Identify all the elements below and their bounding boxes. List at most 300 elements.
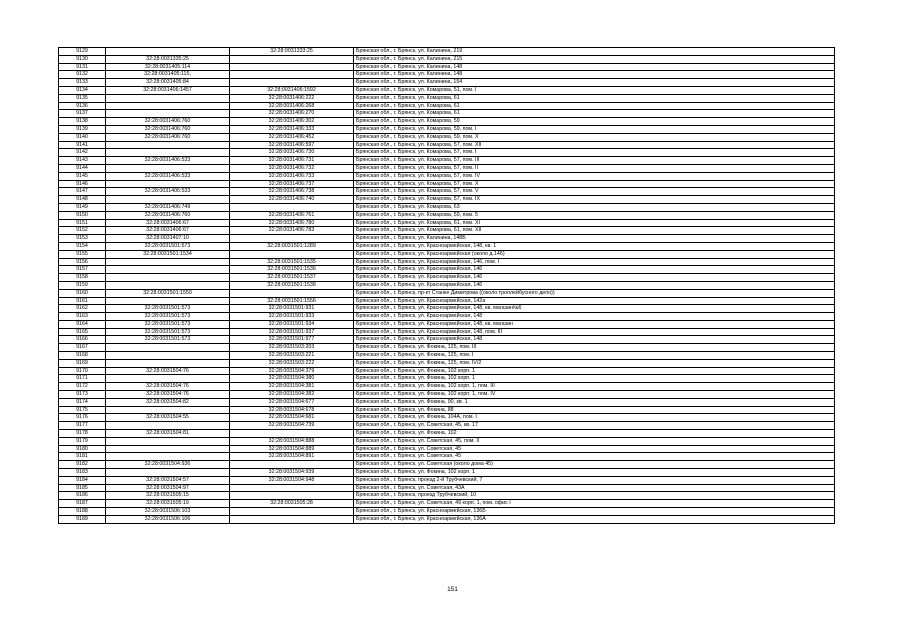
address-cell: Брянская обл., г. Брянск, ул. Фокина, 125, пом. IV/2 [354, 359, 835, 367]
parcel-number-cell [106, 196, 230, 204]
table-row [59, 157, 835, 165]
parcel-number-cell: 32:28:0031406:67 [106, 219, 230, 227]
address-cell: Брянская обл., г. Брянск, ул. Фокина, 102 корп. 1, пом. IV [354, 391, 835, 399]
address-cell: Брянская обл., г. Брянск, ул. Красноармейская, 148 [354, 336, 835, 344]
object-number-cell: 32:28:0031406:738 [230, 188, 354, 196]
parcel-number-cell: 32:28:0031506:103 [106, 508, 230, 516]
object-number-cell [230, 203, 354, 211]
parcel-number-cell: 32:28:0031501:573 [106, 305, 230, 313]
record-number-cell: 9177 [59, 422, 106, 430]
object-number-cell: 32:28:0031406:270 [230, 110, 354, 118]
object-number-cell [230, 484, 354, 492]
address-cell: Брянская обл., г. Брянск, ул. Красноармейская, 148, кв. магазин№6 [354, 305, 835, 313]
record-number-cell: 9175 [59, 406, 106, 414]
record-number-cell: 9179 [59, 437, 106, 445]
address-cell: Брянская обл., г. Брянск, ул. Красноармейская, 148, кв. магазин [354, 320, 835, 328]
object-number-cell [230, 508, 354, 516]
parcel-number-cell: 32:28:0031504:97 [106, 484, 230, 492]
parcel-number-cell: 32:28:0031406:533 [106, 172, 230, 180]
object-number-cell: 32:28:0031504:380 [230, 375, 354, 383]
parcel-number-cell [106, 141, 230, 149]
table-row [59, 484, 835, 492]
object-number-cell [230, 492, 354, 500]
cadastral-table [58, 47, 835, 524]
address-cell: Брянская обл., г. Брянск, ул. Красноармейская, 148 [354, 313, 835, 321]
table-row [59, 125, 835, 133]
table-row [59, 242, 835, 250]
parcel-number-cell: 32:28:0031504:55 [106, 414, 230, 422]
record-number-cell: 9144 [59, 164, 106, 172]
parcel-number-cell: 32:28:0031501:1550 [106, 289, 230, 297]
address-cell: Брянская обл., г. Брянск, ул. Комарова, 57, пом. XII [354, 141, 835, 149]
table-row [59, 500, 835, 508]
parcel-number-cell: 32:28:0031501:573 [106, 320, 230, 328]
table-row [59, 414, 835, 422]
record-number-cell: 9142 [59, 149, 106, 157]
address-cell: Брянская обл., г. Брянск, ул. Калинина, 154 [354, 79, 835, 87]
object-number-cell: 32:28:0031406:1592 [230, 86, 354, 94]
object-number-cell: 32:28:0031501:934 [230, 320, 354, 328]
record-number-cell: 9149 [59, 203, 106, 211]
object-number-cell [230, 63, 354, 71]
object-number-cell: 32:28:0031505:28 [230, 500, 354, 508]
record-number-cell: 9156 [59, 258, 106, 266]
table-row [59, 453, 835, 461]
record-number-cell: 9134 [59, 86, 106, 94]
record-number-cell: 9174 [59, 398, 106, 406]
address-cell: Брянская обл., г. Брянск, ул. Комарова, 57, пом. V [354, 188, 835, 196]
parcel-number-cell [106, 297, 230, 305]
record-number-cell: 9164 [59, 320, 106, 328]
record-number-cell: 9138 [59, 118, 106, 126]
table-row [59, 274, 835, 282]
table-row [59, 79, 835, 87]
address-cell: Брянская обл., г. Брянск, ул. Фокина, 104А, пом. I [354, 414, 835, 422]
object-number-cell: 32:28:0031504:379 [230, 367, 354, 375]
record-number-cell: 9143 [59, 157, 106, 165]
record-number-cell: 9147 [59, 188, 106, 196]
object-number-cell [230, 250, 354, 258]
table-row [59, 383, 835, 391]
object-number-cell: 32:28:0031501:1535 [230, 258, 354, 266]
address-cell: Брянская обл., г. Брянск, ул. Фокина, 102 корп. 1 [354, 375, 835, 383]
parcel-number-cell: 32:28:0031406:760 [106, 125, 230, 133]
address-cell: Брянская обл., г. Брянск, ул. Комарова, 61 [354, 102, 835, 110]
table-row [59, 188, 835, 196]
record-number-cell: 9189 [59, 515, 106, 523]
object-number-cell: 32:28:0031406:452 [230, 133, 354, 141]
record-number-cell: 9169 [59, 359, 106, 367]
table-row [59, 437, 835, 445]
object-number-cell [230, 55, 354, 63]
table-row [59, 398, 835, 406]
record-number-cell: 9171 [59, 375, 106, 383]
address-cell: Брянская обл., г. Брянск, ул. Фокина, 88 [354, 406, 835, 414]
object-number-cell: 32:28:0031504:889 [230, 445, 354, 453]
address-cell: Брянская обл., г. Брянск, ул. Красноармейская, 148, кв. 1 [354, 242, 835, 250]
address-cell: Брянская обл., г. Брянск, ул. Советская, 45, кв. 17 [354, 422, 835, 430]
parcel-number-cell: 32:28:0031504:82 [106, 398, 230, 406]
record-number-cell: 9184 [59, 476, 106, 484]
parcel-number-cell: 32:28:0031406:67 [106, 227, 230, 235]
object-number-cell: 32:28:0031406:737 [230, 180, 354, 188]
parcel-number-cell: 32:28:0031504:76 [106, 391, 230, 399]
record-number-cell: 9152 [59, 227, 106, 235]
object-number-cell: 32:28:0031501:933 [230, 313, 354, 321]
record-number-cell: 9180 [59, 445, 106, 453]
table-row [59, 55, 835, 63]
record-number-cell: 9165 [59, 328, 106, 336]
object-number-cell: 32:28:0031504:939 [230, 469, 354, 477]
parcel-number-cell: 32:28:0031504:76 [106, 367, 230, 375]
object-number-cell: 32:28:0031406:761 [230, 211, 354, 219]
parcel-number-cell: 32:28:0031406:760 [106, 211, 230, 219]
parcel-number-cell [106, 110, 230, 118]
address-cell: Брянская обл., г. Брянск, ул. Комарова, 59, пом. I [354, 125, 835, 133]
object-number-cell [230, 79, 354, 87]
address-cell: Брянская обл., г. Брянск, ул. Красноармейская, 148, пом. III [354, 328, 835, 336]
object-number-cell: 32:28:0031406:730 [230, 149, 354, 157]
record-number-cell: 9170 [59, 367, 106, 375]
address-cell: Брянская обл., г. Брянск, ул. Красноармейская, 136Б [354, 508, 835, 516]
object-number-cell: 32:28:0031406:268 [230, 102, 354, 110]
parcel-number-cell [106, 359, 230, 367]
object-number-cell: 32:28:0031503:222 [230, 359, 354, 367]
record-number-cell: 9176 [59, 414, 106, 422]
record-number-cell: 9173 [59, 391, 106, 399]
address-cell: Брянская обл., г. Брянск, ул. Фокина, 102 корп. 1 [354, 469, 835, 477]
address-cell: Брянская обл., г. Брянск, ул. Фокина, 90, кв. 1 [354, 398, 835, 406]
record-number-cell: 9148 [59, 196, 106, 204]
table-row [59, 180, 835, 188]
record-number-cell: 9155 [59, 250, 106, 258]
object-number-cell: 32:28:0031504:678 [230, 406, 354, 414]
parcel-number-cell [106, 469, 230, 477]
record-number-cell: 9137 [59, 110, 106, 118]
parcel-number-cell [106, 453, 230, 461]
object-number-cell: 32:28:0031504:382 [230, 391, 354, 399]
parcel-number-cell: 32:28:0031505:19 [106, 500, 230, 508]
address-cell: Брянская обл., г. Брянск, ул. Фокина, 102 корп. 1, пом. III [354, 383, 835, 391]
record-number-cell: 9130 [59, 55, 106, 63]
parcel-number-cell: 32:28:0031504:57 [106, 476, 230, 484]
address-cell: Брянская обл., г. Брянск, ул. Комарова, 61 [354, 110, 835, 118]
table-row [59, 289, 835, 297]
object-number-cell: 32:28:0031501:1536 [230, 266, 354, 274]
address-cell: Брянская обл., г. Брянск, ул. Комарова, 59, пом. X [354, 133, 835, 141]
table-row [59, 227, 835, 235]
object-number-cell: 32:28:0031406:780 [230, 219, 354, 227]
table-row [59, 515, 835, 523]
object-number-cell: 32:28:0031503:221 [230, 352, 354, 360]
record-number-cell: 9181 [59, 453, 106, 461]
record-number-cell: 9135 [59, 94, 106, 102]
table-row [59, 149, 835, 157]
parcel-number-cell: 32:28:0031504:76 [106, 383, 230, 391]
record-number-cell: 9185 [59, 484, 106, 492]
record-number-cell: 9132 [59, 71, 106, 79]
record-number-cell: 9163 [59, 313, 106, 321]
parcel-number-cell [106, 375, 230, 383]
page-number: 151 [447, 586, 458, 593]
record-number-cell: 9161 [59, 297, 106, 305]
record-number-cell: 9136 [59, 102, 106, 110]
parcel-number-cell: 32:28:0031406:533 [106, 188, 230, 196]
parcel-number-cell [106, 281, 230, 289]
object-number-cell: 32:28:0031501:1538 [230, 281, 354, 289]
object-number-cell: 32:28:0031504:948 [230, 476, 354, 484]
address-cell: Брянская обл., г. Брянск, ул. Фокина, 125, пом. I [354, 352, 835, 360]
object-number-cell: 32:28:0031501:977 [230, 336, 354, 344]
address-cell: Брянская обл., г. Брянск, ул. Красноармейская, 136А [354, 515, 835, 523]
address-cell: Брянская обл., г. Брянск, ул. Калинина, 219 [354, 48, 835, 56]
parcel-number-cell [106, 344, 230, 352]
address-cell: Брянская обл., г. Брянск, ул. Комарова, 57, пом. I [354, 149, 835, 157]
object-number-cell: 32:28:0031504:888 [230, 437, 354, 445]
table-row [59, 219, 835, 227]
parcel-number-cell: 32:28:0031501:573 [106, 328, 230, 336]
parcel-number-cell [106, 164, 230, 172]
address-cell: Брянская обл., г. Брянск, ул. Фокина, 102 корп. 1 [354, 367, 835, 375]
object-number-cell: 32:28:0031406:302 [230, 118, 354, 126]
table-row [59, 266, 835, 274]
record-number-cell: 9151 [59, 219, 106, 227]
table-row [59, 406, 835, 414]
object-number-cell: 32:28:0031406:333 [230, 125, 354, 133]
address-cell: Брянская обл., г. Брянск, ул. Советская, 45, пом. II [354, 437, 835, 445]
object-number-cell: 32:28:0031504:681 [230, 414, 354, 422]
object-number-cell: 32:28:0031501:1556 [230, 297, 354, 305]
record-number-cell: 9162 [59, 305, 106, 313]
parcel-number-cell [106, 274, 230, 282]
object-number-cell: 32:28:0031504:677 [230, 398, 354, 406]
parcel-number-cell: 32:28:0031505:15 [106, 492, 230, 500]
table-row [59, 313, 835, 321]
parcel-number-cell: 32:28:0031406:760 [106, 133, 230, 141]
address-cell: Брянская обл., г. Брянск, проезд Трубчевский, 10 [354, 492, 835, 500]
table-row [59, 359, 835, 367]
parcel-number-cell [106, 180, 230, 188]
parcel-number-cell [106, 422, 230, 430]
table-row [59, 391, 835, 399]
record-number-cell: 9154 [59, 242, 106, 250]
object-number-cell [230, 289, 354, 297]
table-row [59, 469, 835, 477]
parcel-number-cell: 32:28:0031406:760 [106, 118, 230, 126]
address-cell: Брянская обл., г. Брянск, ул. Красноармейская, 146 [354, 281, 835, 289]
table-row [59, 203, 835, 211]
object-number-cell: 32:28:0031406:731 [230, 157, 354, 165]
table-row [59, 320, 835, 328]
address-cell: Брянская обл., г. Брянск, ул. Советская, 45 [354, 445, 835, 453]
address-cell: Брянская обл., г. Брянск, ул. Красноармейская, 146 [354, 274, 835, 282]
table-row [59, 211, 835, 219]
record-number-cell: 9188 [59, 508, 106, 516]
parcel-number-cell [106, 266, 230, 274]
parcel-number-cell [106, 437, 230, 445]
parcel-number-cell: 32:28:0031506:106 [106, 515, 230, 523]
record-number-cell: 9168 [59, 352, 106, 360]
address-cell: Брянская обл., г. Брянск, ул. Комарова, 59, пом. 5 [354, 211, 835, 219]
object-number-cell: 32:28:0031501:931 [230, 305, 354, 313]
parcel-number-cell [106, 102, 230, 110]
object-number-cell: 32:28:0031504:381 [230, 383, 354, 391]
table-row [59, 86, 835, 94]
parcel-number-cell: 32:28:0031501:573 [106, 242, 230, 250]
address-cell: Брянская обл., г. Брянск, ул. Комарова, 61, пом. XI [354, 219, 835, 227]
address-cell: Брянская обл., г. Брянск, ул. Советская, 45 [354, 453, 835, 461]
table-row [59, 141, 835, 149]
object-number-cell: 32:28:0031406:222 [230, 94, 354, 102]
parcel-number-cell: 32:28:0031405:84 [106, 79, 230, 87]
table-row [59, 352, 835, 360]
parcel-number-cell [106, 445, 230, 453]
table-row [59, 250, 835, 258]
object-number-cell: 32:28:0031501:1289 [230, 242, 354, 250]
address-cell: Брянская обл., г. Брянск, проезд 2-й Трубчевский, 7 [354, 476, 835, 484]
record-number-cell: 9159 [59, 281, 106, 289]
address-cell: Брянская обл., г. Брянск, ул. Комарова, 57, пом. III [354, 157, 835, 165]
parcel-number-cell: 32:28:0031504:936 [106, 461, 230, 469]
cadastral-table-body [59, 48, 835, 524]
parcel-number-cell: 32:28:0031406:749 [106, 203, 230, 211]
table-row [59, 102, 835, 110]
object-number-cell [230, 430, 354, 438]
object-number-cell: 32:28:0031406:597 [230, 141, 354, 149]
table-row [59, 172, 835, 180]
address-cell: Брянская обл., г. Брянск, ул. Комарова, 63 [354, 203, 835, 211]
object-number-cell: 32:28:0031504:891 [230, 453, 354, 461]
address-cell: Брянская обл., г. Брянск, ул. Комарова, 59 [354, 118, 835, 126]
record-number-cell: 9160 [59, 289, 106, 297]
table-row [59, 235, 835, 243]
table-row [59, 297, 835, 305]
address-cell: Брянская обл., г. Брянск, ул. Красноармейская, 146, пом. I [354, 258, 835, 266]
record-number-cell: 9157 [59, 266, 106, 274]
table-row [59, 63, 835, 71]
parcel-number-cell: 32:28:0031407:10 [106, 235, 230, 243]
address-cell: Брянская обл., г. Брянск, ул. Комарова, 51, пом. I [354, 86, 835, 94]
object-number-cell [230, 71, 354, 79]
address-cell: Брянская обл., г. Брянск, ул. Комарова, 57, пом. II [354, 164, 835, 172]
object-number-cell [230, 461, 354, 469]
record-number-cell: 9167 [59, 344, 106, 352]
table-row [59, 164, 835, 172]
record-number-cell: 9158 [59, 274, 106, 282]
address-cell: Брянская обл., г. Брянск, ул. Советская (около дома 45) [354, 461, 835, 469]
object-number-cell: 32:28:0031501:937 [230, 328, 354, 336]
record-number-cell: 9178 [59, 430, 106, 438]
table-row [59, 344, 835, 352]
parcel-number-cell [106, 149, 230, 157]
table-row [59, 445, 835, 453]
address-cell: Брянская обл., г. Брянск, ул. Калинина, 148 [354, 71, 835, 79]
table-row [59, 336, 835, 344]
record-number-cell: 9141 [59, 141, 106, 149]
record-number-cell: 9129 [59, 48, 106, 56]
object-number-cell [230, 515, 354, 523]
parcel-number-cell: 32:28:0031335:25 [106, 55, 230, 63]
object-number-cell [230, 235, 354, 243]
object-number-cell: 32:28:0031406:740 [230, 196, 354, 204]
parcel-number-cell: 32:28:0031501:573 [106, 336, 230, 344]
table-row [59, 476, 835, 484]
parcel-number-cell [106, 94, 230, 102]
record-number-cell: 9172 [59, 383, 106, 391]
table-row [59, 375, 835, 383]
parcel-number-cell: 32:28:0031406:1457 [106, 86, 230, 94]
record-number-cell: 9166 [59, 336, 106, 344]
record-number-cell: 9150 [59, 211, 106, 219]
table-row [59, 422, 835, 430]
table-row [59, 281, 835, 289]
address-cell: Брянская обл., г. Брянск, ул. Комарова, 61, пом. XII [354, 227, 835, 235]
record-number-cell: 9131 [59, 63, 106, 71]
table-row [59, 118, 835, 126]
table-row [59, 110, 835, 118]
table-row [59, 430, 835, 438]
address-cell: Брянская обл., г. Брянск, ул. Комарова, 57, пом. IV [354, 172, 835, 180]
parcel-number-cell [106, 258, 230, 266]
address-cell: Брянская обл., г. Брянск, ул. Комарова, 57, пом. IX [354, 196, 835, 204]
address-cell: Брянская обл., г. Брянск, пр-кт Станке Димитрова ((около троллейбусного депо)) [354, 289, 835, 297]
table-row [59, 328, 835, 336]
record-number-cell: 9145 [59, 172, 106, 180]
address-cell: Брянская обл., г. Брянск, ул. Советская, 49 корп. 1, пом. офис I [354, 500, 835, 508]
record-number-cell: 9182 [59, 461, 106, 469]
parcel-number-cell: 32:28:0031405:115, [106, 71, 230, 79]
address-cell: Брянская обл., г. Брянск, ул. Комарова, 57, пом. X [354, 180, 835, 188]
address-cell: Брянская обл., г. Брянск, ул. Красноармейская (около д.146) [354, 250, 835, 258]
object-number-cell: 32:28:0031406:783 [230, 227, 354, 235]
object-number-cell: 32:28:0031333:25 [230, 48, 354, 56]
address-cell: Брянская обл., г. Брянск, ул. Красноармейская, 142а [354, 297, 835, 305]
table-row [59, 367, 835, 375]
record-number-cell: 9140 [59, 133, 106, 141]
object-number-cell: 32:28:0031406:732 [230, 164, 354, 172]
table-row [59, 94, 835, 102]
address-cell: Брянская обл., г. Брянск, ул. Фокина, 125, пом. III [354, 344, 835, 352]
address-cell: Брянская обл., г. Брянск, ул. Калинина, 215 [354, 55, 835, 63]
address-cell: Брянская обл., г. Брянск, ул. Красноармейская, 146 [354, 266, 835, 274]
table-row [59, 508, 835, 516]
record-number-cell: 9133 [59, 79, 106, 87]
address-cell: Брянская обл., г. Брянск, ул. Фокина, 102 [354, 430, 835, 438]
record-number-cell: 9153 [59, 235, 106, 243]
address-cell: Брянская обл., г. Брянск, ул. Калинина, 148 [354, 63, 835, 71]
object-number-cell: 32:28:0031504:739 [230, 422, 354, 430]
parcel-number-cell [106, 48, 230, 56]
record-number-cell: 9146 [59, 180, 106, 188]
table-row [59, 461, 835, 469]
address-cell: Брянская обл., г. Брянск, ул. Калинина, 148Б [354, 235, 835, 243]
address-cell: Брянская обл., г. Брянск, ул. Комарова, 61 [354, 94, 835, 102]
table-row [59, 71, 835, 79]
object-number-cell: 32:28:0031501:1537 [230, 274, 354, 282]
table-row [59, 305, 835, 313]
record-number-cell: 9186 [59, 492, 106, 500]
parcel-number-cell [106, 406, 230, 414]
object-number-cell: 32:28:0031503:203 [230, 344, 354, 352]
table-row [59, 258, 835, 266]
address-cell: Брянская обл., г. Брянск, ул. Советская, 43А [354, 484, 835, 492]
table-row [59, 48, 835, 56]
parcel-number-cell: 32:28:0031504:81 [106, 430, 230, 438]
parcel-number-cell: 32:28:0031405:114 [106, 63, 230, 71]
parcel-number-cell: 32:28:0031501:1534 [106, 250, 230, 258]
parcel-number-cell: 32:28:0031406:533 [106, 157, 230, 165]
record-number-cell: 9183 [59, 469, 106, 477]
